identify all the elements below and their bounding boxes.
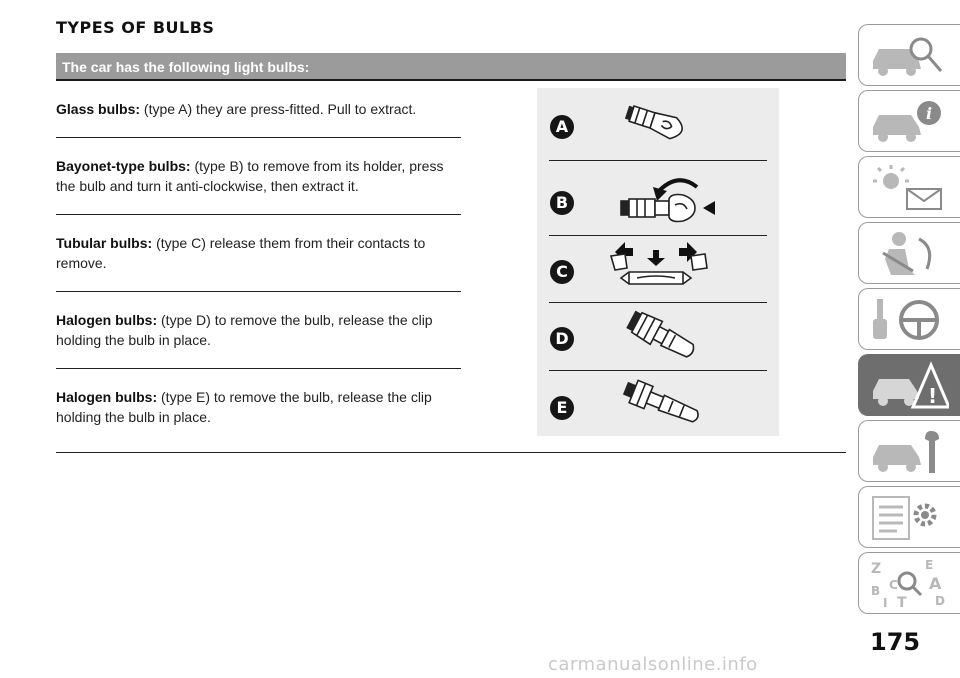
label-badge-c: C (550, 260, 574, 284)
index-letter: A (929, 574, 942, 593)
divider (56, 137, 461, 138)
figure-row-d (537, 303, 779, 370)
index-letter: E (925, 559, 934, 572)
index-letter: B (871, 584, 881, 598)
entry-term: Halogen bulbs: (56, 389, 158, 405)
figure-row-a (537, 88, 779, 160)
bulb-descriptions (56, 99, 461, 427)
divider (56, 368, 461, 369)
halogen-bulb-e-icon (617, 379, 717, 431)
car-wrench-icon (869, 427, 949, 477)
index-letter: T (897, 595, 907, 609)
bulb-types-figure (537, 88, 779, 436)
index-letter: D (935, 594, 945, 608)
figure-row-e (537, 371, 779, 436)
index-letter: Z (871, 561, 882, 577)
entry-bayonet-bulbs (56, 156, 461, 196)
tab-warning-lights[interactable] (858, 156, 960, 218)
tab-starting-driving[interactable] (858, 288, 960, 350)
car-search-icon (869, 31, 949, 81)
index-letter: I (883, 596, 888, 609)
tab-car-search[interactable] (858, 24, 960, 86)
svg-text:!: ! (928, 384, 938, 408)
figure-row-b (537, 161, 779, 235)
key-steering-wheel-icon (869, 295, 949, 345)
entry-text: (type A) they are press-fitted. Pull to extract. (143, 101, 417, 117)
entry-glass-bulbs (56, 99, 461, 119)
section-banner (56, 53, 846, 81)
entry-text: (type B) to remove from its holder, press the bulb and turn it anti-clockwise, then extract it. (56, 158, 444, 194)
entry-text: (type C) release them from their contacts to remove. (56, 235, 426, 271)
label-badge-a: A (550, 115, 574, 139)
car-emergency-icon (869, 361, 949, 411)
seat-airbag-icon (869, 229, 949, 279)
watermark: carmanualsonline.info (548, 654, 758, 675)
tab-index[interactable] (858, 552, 960, 614)
entry-term: Halogen bulbs: (56, 312, 158, 328)
figure-row-c (537, 236, 779, 302)
index-letter: C (889, 578, 898, 592)
warning-light-message-icon (869, 163, 949, 213)
tab-safety[interactable] (858, 222, 960, 284)
technical-data-gear-icon (869, 493, 949, 543)
tab-technical-data[interactable] (858, 486, 960, 548)
entry-halogen-bulbs-d (56, 310, 461, 350)
page-number: 175 (870, 628, 921, 656)
entry-term: Tubular bulbs: (56, 235, 153, 251)
entry-halogen-bulbs-e (56, 387, 461, 427)
bayonet-bulb-icon (611, 165, 731, 231)
tab-car-info[interactable] (858, 90, 960, 152)
bottom-rule (56, 452, 846, 453)
divider (56, 214, 461, 215)
glass-bulb-icon (623, 102, 703, 152)
label-badge-e: E (550, 396, 574, 420)
entry-term: Glass bulbs: (56, 101, 141, 117)
divider (56, 291, 461, 292)
section-banner-text: The car has the following light bulbs: (62, 59, 310, 75)
entry-term: Bayonet-type bulbs: (56, 158, 191, 174)
svg-text:i: i (926, 104, 933, 123)
tubular-bulb-icon (607, 242, 717, 298)
car-info-icon (869, 97, 949, 147)
page-title: TYPES OF BULBS (56, 18, 215, 37)
alphabetical-index-icon (869, 559, 949, 609)
entry-text: (type E) to remove the bulb, release the clip holding the bulb in place. (56, 389, 432, 425)
halogen-bulb-d-icon (621, 309, 711, 367)
entry-tubular-bulbs (56, 233, 461, 273)
tab-emergency[interactable] (858, 354, 960, 416)
label-badge-d: D (550, 327, 574, 351)
tab-maintenance[interactable] (858, 420, 960, 482)
label-badge-b: B (550, 191, 574, 215)
entry-text: (type D) to remove the bulb, release the clip holding the bulb in place. (56, 312, 433, 348)
